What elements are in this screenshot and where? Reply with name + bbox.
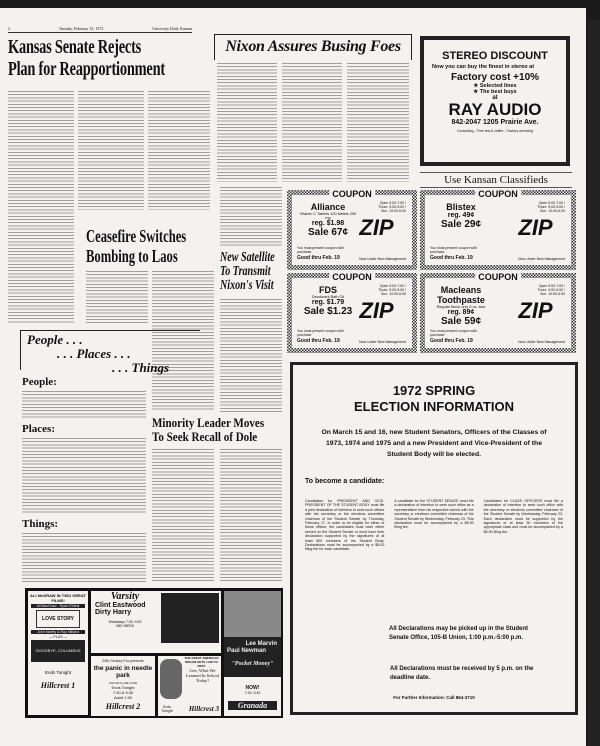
hillcrest-1-ad bbox=[27, 590, 89, 716]
showtimes: 7:30, 9:30 bbox=[244, 691, 261, 695]
places-subhead: Places: bbox=[22, 423, 55, 435]
coupon-terms: You must present coupon with purchase bbox=[297, 246, 344, 254]
ad-text: 2ND WEEK bbox=[115, 624, 135, 628]
satellite-headline bbox=[220, 251, 275, 293]
ad-text: 20th Century Fox presents bbox=[102, 659, 144, 663]
nixon-busing-headline-box bbox=[214, 34, 412, 60]
coupon-expiry: Good thru Feb. 19 bbox=[297, 255, 340, 261]
article-text bbox=[282, 62, 342, 182]
ad-text: COLOR by DE LUXE bbox=[108, 681, 138, 685]
headline-line: Kansas Senate Rejects bbox=[8, 36, 142, 58]
article-text bbox=[220, 298, 282, 412]
election-info-ad bbox=[290, 362, 578, 715]
headline-line: Plan for Reapportionment bbox=[8, 58, 165, 80]
ceasefire-headline bbox=[86, 226, 186, 266]
headline-line: To Transmit bbox=[220, 264, 271, 279]
ppt-title: People . . . bbox=[27, 332, 83, 347]
store-management-note: Now Under New Management bbox=[359, 257, 406, 261]
coupon-label: COUPON bbox=[329, 272, 375, 282]
price: Adult 1.50 bbox=[113, 695, 132, 700]
coupon-terms: You must present coupon with purchase bbox=[430, 329, 477, 337]
ppt-heading-box bbox=[20, 330, 200, 375]
folio bbox=[8, 26, 192, 33]
ad-text: at bbox=[492, 95, 498, 101]
coupon-sale-price: Sale $1.23 bbox=[303, 306, 353, 317]
election-title: ELECTION INFORMATION bbox=[353, 399, 515, 414]
coupon-label: COUPON bbox=[329, 189, 375, 199]
folio-paper: University Daily Kansan bbox=[152, 26, 192, 31]
theater-name: Varsity bbox=[110, 591, 140, 602]
ad-text: John Marley & Ray Milland bbox=[31, 630, 85, 634]
store-hours: Open 9:00-7:00 / Thurs. 9:00-9:00 / Sun. 10:00-6:00 bbox=[378, 284, 406, 296]
article-text bbox=[22, 437, 146, 515]
store-address: 842-2047 1205 Prairie Ave. bbox=[451, 119, 539, 126]
ad-footer: Consulting - Free tea & coffee - Factory servicing bbox=[457, 129, 533, 133]
eastwood-photo bbox=[161, 593, 219, 643]
coupon-desc: Regular flavor only 5 oz. size bbox=[436, 305, 486, 309]
class-officer-rules: Candidates for CLASS OFFICERS must file a declaration of intention to seek such office with the secretary or elections committee chairman of the Student Senate by Wednesday, February 23. Each declaration must be supported by the signatures of at least 50 members of the appropriate class and must be accompanied by a $5.00 filing fee. bbox=[483, 499, 563, 534]
zip-logo: ZIP bbox=[359, 215, 394, 240]
ad-title: STEREO DISCOUNT bbox=[442, 50, 548, 62]
ppt-title: . . . Places . . . bbox=[57, 346, 131, 361]
contact-info: For Further Information: Call 864-3710 bbox=[393, 695, 475, 700]
ad-text: THE GREAT AMERICAN DREAM GETS LAID TO REST bbox=[184, 656, 219, 668]
coupon bbox=[287, 190, 417, 270]
store-hours: Open 9:00-7:00 / Thurs. 9:00-9:00 / Sun. 10:00-6:00 bbox=[537, 284, 565, 296]
theater-name: Hillcrest 2 bbox=[105, 702, 141, 711]
dole-headline bbox=[152, 416, 264, 444]
election-title: 1972 SPRING bbox=[392, 383, 476, 398]
coupon-regular-price: reg. $1.98 bbox=[311, 220, 345, 227]
headline-line: To Seek Recall of Dole bbox=[152, 429, 258, 444]
coupon-product: Blistex bbox=[446, 202, 476, 212]
coupon-sale-price: Sale 59¢ bbox=[440, 316, 482, 327]
hillcrest-2-ad bbox=[90, 655, 156, 717]
article-text bbox=[220, 186, 282, 246]
zip-logo: ZIP bbox=[518, 298, 553, 323]
coupon-label: COUPON bbox=[475, 272, 521, 282]
ppt-title: . . . Things bbox=[112, 360, 170, 375]
ad-text: — PLUS — bbox=[48, 635, 68, 639]
headline-line: Bombing to Laos bbox=[86, 246, 178, 266]
article-text bbox=[22, 390, 146, 420]
film-star: Paul Newman bbox=[227, 648, 267, 654]
film-title: Gee, What We Learned In School Today? bbox=[185, 668, 220, 683]
coupon bbox=[420, 273, 576, 353]
film-star: Clint Eastwood bbox=[95, 602, 146, 609]
film-title: GOODBYE, COLUMBUS bbox=[31, 640, 85, 662]
actors-photo bbox=[224, 591, 281, 637]
ad-price: Factory cost +10% bbox=[450, 72, 540, 83]
granada-ad bbox=[223, 590, 282, 717]
ad-text: Ends Tonight bbox=[111, 685, 135, 690]
coupon-regular-price: reg. 49¢ bbox=[447, 212, 475, 219]
article-text bbox=[22, 532, 146, 582]
zip-logo: ZIP bbox=[518, 215, 553, 240]
election-subhead: To become a candidate: bbox=[305, 478, 385, 485]
theater-name: Hillcrest 1 bbox=[40, 681, 76, 690]
ad-text: Ali MacGraw - Ryan O'Neal bbox=[31, 604, 85, 608]
store-hours: Open 9:00-7:00 / Thurs. 9:00-9:00 / Sun. 10:00-6:00 bbox=[537, 201, 565, 213]
coupon-expiry: Good thru Feb. 19 bbox=[430, 255, 473, 261]
coupon-product: FDS bbox=[319, 285, 337, 295]
coupon-sale-price: Sale 29¢ bbox=[440, 219, 482, 230]
article-text bbox=[86, 270, 148, 324]
coupon-expiry: Good thru Feb. 19 bbox=[430, 338, 473, 344]
stereo-discount-ad bbox=[420, 36, 570, 166]
coupon-terms: You must present coupon with purchase bbox=[430, 246, 477, 254]
article-text bbox=[152, 448, 214, 582]
store-management-note: Now Under New Management bbox=[518, 340, 565, 344]
headline: Nixon Assures Busing Foes bbox=[225, 38, 401, 55]
coupon-sale-price: Sale 67¢ bbox=[307, 227, 349, 238]
ad-text: Now you can buy the finest in stereo at bbox=[432, 64, 535, 70]
showtimes: 7:30 & 9:30 bbox=[112, 690, 134, 695]
store-management-note: Now Under New Management bbox=[359, 340, 406, 344]
coupon-regular-price: reg. $1.79 bbox=[311, 299, 345, 306]
coupon-terms: You must present coupon with purchase bbox=[297, 329, 344, 337]
headline-line: Ceasefire Switches bbox=[86, 226, 187, 246]
film-title: Dirty Harry bbox=[95, 609, 132, 616]
article-text bbox=[220, 448, 282, 582]
theater-name: Hillcrest 3 bbox=[188, 705, 219, 713]
article-text bbox=[78, 90, 144, 210]
varsity-ad bbox=[90, 590, 222, 654]
store-hours: Open 9:00-7:00 / Thurs. 9:00-9:00 / Sun. 10:00-6:00 bbox=[378, 201, 406, 213]
coupon-product: Macleans Toothpaste bbox=[437, 285, 485, 305]
actress-photo bbox=[160, 659, 182, 699]
deadline-info: All Declarations must be received by 5 p.m. on the deadline date. bbox=[390, 666, 534, 681]
film-title: the panic in needle park bbox=[93, 665, 153, 679]
folio-date: Tuesday, February 15, 1972 bbox=[58, 26, 104, 31]
headline-line: Minority Leader Moves bbox=[152, 415, 265, 430]
store-management-note: Now Under New Management bbox=[518, 257, 565, 261]
coupon-desc: Vitamin C Tablets 100 tablets 250 mg bbox=[299, 212, 357, 220]
senate-candidate-rules: A candidate for the STUDENT SENATE must file a declaration of intention to seek such office as a representative from his respective school with the secretary or elections committee chairman of the Student Senate by Wednesday, February 23. This declaration must be accompanied by a $5.00 filing fee. bbox=[394, 499, 474, 530]
headline-line: New Satellite bbox=[220, 250, 275, 265]
zip-logo: ZIP bbox=[359, 298, 394, 323]
page-edge bbox=[588, 20, 600, 746]
theater-name: Granada bbox=[228, 701, 277, 710]
coupon-label: COUPON bbox=[475, 189, 521, 199]
senate-headline bbox=[8, 36, 165, 80]
article-text bbox=[347, 62, 409, 182]
store-name: RAY AUDIO bbox=[448, 100, 542, 119]
film-title: LOVE STORY bbox=[36, 610, 80, 628]
classifieds-banner: Use Kansan Classifieds bbox=[420, 172, 572, 188]
article-text bbox=[148, 90, 210, 210]
ad-text: ALI McGRAW IN TWO GREAT FILMS! bbox=[30, 593, 86, 603]
ad-bullet: ★ Selected lines bbox=[473, 83, 517, 89]
people-subhead: People: bbox=[22, 376, 57, 388]
ad-text: NOW! bbox=[245, 685, 260, 691]
coupon bbox=[287, 273, 417, 353]
article-text bbox=[8, 90, 74, 324]
coupon-desc: Deodorant Bath Oil bbox=[311, 295, 345, 299]
coupon bbox=[420, 190, 576, 270]
headline-line: Nixon's Visit bbox=[220, 278, 274, 293]
ad-text: Ends Tonight bbox=[45, 670, 71, 675]
folio-page: 2 bbox=[8, 26, 10, 31]
coupon-regular-price: reg. 89¢ bbox=[447, 309, 475, 316]
pickup-info: All Declarations may be picked up in the Student Senate Office, 105-B Union, 1:00 p.m.-5:00 p.m. bbox=[389, 626, 529, 641]
ad-text: Ends Tonight bbox=[161, 705, 173, 713]
showtimes: Weekdays 7:30, 9:30 bbox=[108, 620, 142, 624]
article-text bbox=[217, 62, 277, 182]
hillcrest-3-ad bbox=[157, 655, 222, 717]
ad-bullet: ★ The best buys bbox=[473, 89, 517, 95]
things-subhead: Things: bbox=[22, 518, 59, 530]
film-title: "Pocket Money" bbox=[231, 661, 274, 667]
coupon-product: Alliance bbox=[310, 202, 346, 212]
coupon-expiry: Good thru Feb. 19 bbox=[297, 338, 340, 344]
president-candidate-rules: Candidates for PRESIDENT AND VICE-PRESIDENT OF THE STUDENT BODY must file a joint declaration of intention to seek such offices with the secretary or the elections committee chairman of the Student Senate by Thursday, February 17. In order to be eligible for either of these offices, the candidates must have either served on the Student Senate or must have their declaration supported by the signatures of at least 500 members of the Student Body. Declarations must be accompanied by a $5.00 filing fee for each candidate. bbox=[305, 499, 385, 552]
movie-ads bbox=[25, 588, 283, 718]
election-intro: On March 15 and 16, new Student Senators, Officers of the Classes of 1973, 1974 and 1975 and a new President and Vice-President of the Student Body will be elected. bbox=[321, 429, 547, 458]
film-star: Lee Marvin bbox=[245, 641, 277, 647]
